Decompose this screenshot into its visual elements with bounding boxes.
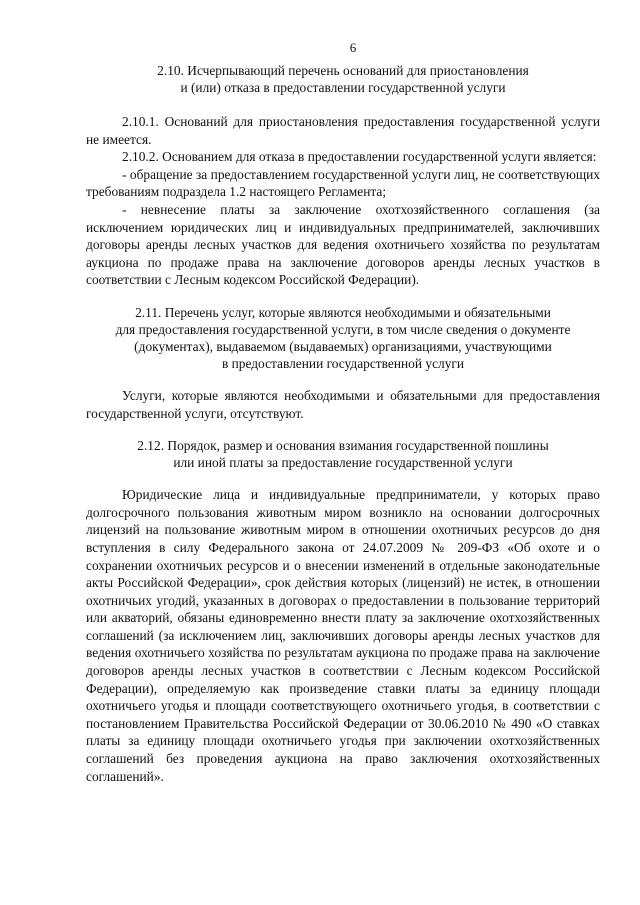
- heading-line: для предоставления государственной услуги, в том числе сведения о документе: [115, 321, 571, 337]
- section-2-12-heading: [86, 437, 600, 471]
- heading-line: или иной платы за предоставление государственной услуги: [173, 455, 513, 471]
- heading-line: 2.10. Исчерпывающий перечень оснований для приостановления: [157, 63, 529, 78]
- heading-line: в предоставлении государственной услуги: [221, 355, 465, 371]
- paragraph-2-10-2: 2.10.2. Основанием для отказа в предоставлении государственной услуги является:: [122, 149, 597, 165]
- paragraph-2-12: Юридические лица и индивидуальные предприниматели, у которых право долгосрочного пользования животным миром возникло на основании долгосрочных лицензий на пользование животным миром в отношении охотничьих ресурсов до дня вступления в силу Федерального закона от 24.07.2009 № 209-ФЗ «Об охоте и о сохранении охотничьих ресурсов и о внесении изменений в отдельные законодательные акты Российской Федерации», срок действия которых (лицензий) не истек, в отношении охотничьих угодий, указанных в договорах о предоставлении в пользование территорий или акваторий, обязаны единовременно внести плату за заключение охотхозяйственных соглашений (за исключением лиц, заключивших договоры аренды лесных участков для ведения охотничьего хозяйства по результатам аукциона по продаже права на заключение договоров аренды лесных участков в соответствии с Лесным кодексом Российской Федерации), определяемую как произведение ставки платы за единицу площади охотничьего угодья и площади соответствующего охотничьего угодья, в соответствии с постановлением Правительства Российской Федерации от 30.06.2010 № 490 «О ставках платы за единицу площади охотничьего угодья при заключении охотхозяйственных соглашений без проведения аукциона на право заключения охотхозяйственных соглашений».: [86, 487, 600, 784]
- list-item-refusal-1: - обращение за предоставлением государственной услуги лиц, не соответствующих требованиям подраздела 1.2 настоящего Регламента;: [86, 166, 600, 200]
- list-item-refusal-2: - невнесение платы за заключение охотхозяйственного соглашения (за исключением юридических лиц и индивидуальных предпринимателей, заключивших договоры аренды лесных участков для ведения охотничьего хозяйства по результатам аукциона по продаже права на заключение договоров аренды лесных участков в соответствии с Лесным кодексом Российской Федерации).: [86, 201, 600, 288]
- heading-line: (документах), выдаваемом (выдаваемых) организациями, участвующими: [134, 338, 552, 354]
- paragraph-2-11: Услуги, которые являются необходимыми и обязательными для предоставления государственной услуги, отсутствуют.: [86, 387, 600, 421]
- section-2-11-heading: [86, 304, 600, 372]
- heading-line: 2.12. Порядок, размер и основания взимания государственной пошлины: [137, 438, 549, 454]
- heading-line: 2.11. Перечень услуг, которые являются необходимыми и обязательными: [135, 304, 551, 320]
- heading-line: и (или) отказа в предоставлении государственной услуги: [180, 80, 506, 95]
- paragraph-2-10-1: 2.10.1. Оснований для приостановления предоставления государственной услуги не имеется.: [86, 114, 600, 147]
- section-2-10-heading: [86, 62, 600, 96]
- page-number: 6: [349, 40, 357, 55]
